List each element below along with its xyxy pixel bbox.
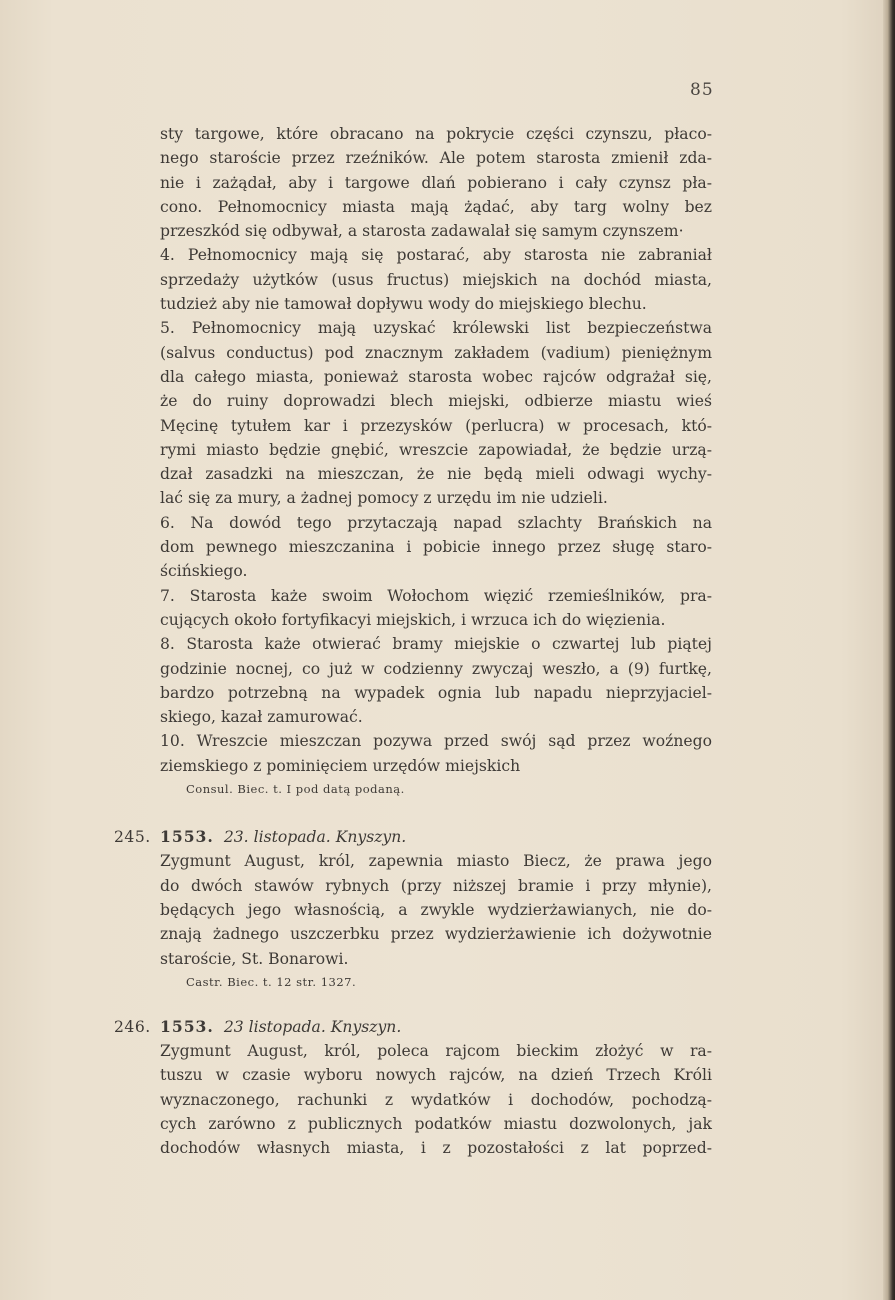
text-line: dla całego miasta, ponieważ starosta wobec rajców odgrażał się, xyxy=(160,367,712,386)
entry-heading xyxy=(160,1015,712,1039)
entry-year: 1553. xyxy=(160,827,214,847)
text-line: Zygmunt August, król, zapewnia miasto Biecz, że prawa jego xyxy=(160,852,712,871)
text-line: 5. Pełnomocnicy mają uzyskać królewski list bezpieczeństwa xyxy=(160,319,712,338)
text-line: znają żadnego uszczerbku przez wydzierżawienie ich dożywotnie xyxy=(160,925,712,944)
entry-number: 245. xyxy=(114,828,151,847)
text-line: (salvus conductus) pod znacznym zakładem (vadium) pieniężnym xyxy=(160,343,712,362)
text-line: nego staroście przez rzeźników. Ale potem starosta zmienił zda- xyxy=(160,149,712,168)
text-line: rymi miasto będzie gnębić, wreszcie zapowiadał, że będzie urzą- xyxy=(160,440,712,459)
text-line: będących jego własnością, a zwykle wydzierżawianych, nie do- xyxy=(160,900,712,919)
page-body xyxy=(114,122,712,1161)
entry-text xyxy=(160,849,712,970)
text-line: bardzo potrzebną na wypadek ognia lub napadu nieprzyjaciel- xyxy=(160,683,712,702)
text-line: sty targowe, które obracano na pokrycie części czynszu, płaco- xyxy=(160,125,712,143)
entry-246 xyxy=(114,1015,712,1161)
page-number: 85 xyxy=(690,80,714,100)
text-line: sprzedaży użytków (usus fructus) miejskich na dochód miasta, xyxy=(160,270,712,289)
text-line: 7. Starosta każe swoim Wołochom więzić rzemieślników, pra- xyxy=(160,586,712,605)
continuation-text xyxy=(160,122,712,778)
text-line: tudzież aby nie tamował dopływu wody do miejskiego blechu. xyxy=(160,295,647,314)
text-line: do dwóch stawów rybnych (przy niższej bramie i przy młynie), xyxy=(160,876,712,895)
entry-year: 1553. xyxy=(160,1016,214,1036)
text-line: 8. Starosta każe otwierać bramy miejskie o czwartej lub piątej xyxy=(160,635,712,654)
text-line: dochodów własnych miasta, i z pozostałości z lat poprzed- xyxy=(160,1139,712,1158)
entry-text xyxy=(160,1039,712,1160)
entry-245 xyxy=(114,825,712,993)
text-line: Zygmunt August, król, poleca rajcom bieckim złożyć w ra- xyxy=(160,1042,712,1061)
text-line: cujących około fortyfikacyi miejskich, i wrzuca ich do więzienia. xyxy=(160,610,666,629)
text-line: 4. Pełnomocnicy mają się postarać, aby starosta nie zabraniał xyxy=(160,246,712,265)
text-line: cych zarówno z publicznych podatków miastu dozwolonych, jak xyxy=(160,1114,712,1133)
book-spine-shadow xyxy=(883,0,895,1300)
text-line: 10. Wreszcie mieszczan pozywa przed swój sąd przez woźnego xyxy=(160,732,712,751)
text-line: że do ruiny doprowadzi blech miejski, odbierze miastu wieś xyxy=(160,392,712,411)
text-line: lać się za mury, a żadnej pomocy z urzędu im nie udzieli. xyxy=(160,489,608,508)
text-line: ścińskiego. xyxy=(160,562,248,581)
text-line: dom pewnego mieszczanina i pobicie innego przez sługę staro- xyxy=(160,538,712,557)
text-line: staroście, St. Bonarowi. xyxy=(160,949,349,968)
text-line: dzał zasadzki na mieszczan, że nie będą mieli odwagi wychy- xyxy=(160,465,712,484)
text-line: Męcinę tytułem kar i przezysków (perlucra) w procesach, któ- xyxy=(160,416,712,435)
source-citation: Castr. Biec. t. 12 str. 1327. xyxy=(186,974,357,989)
text-line: cono. Pełnomocnicy miasta mają żądać, aby targ wolny bez xyxy=(160,197,712,216)
text-line: wyznaczonego, rachunki z wydatków i dochodów, pochodzą- xyxy=(160,1090,712,1109)
entry-date-place: 23 listopada. Knyszyn. xyxy=(223,1017,402,1036)
entry-date-place: 23. listopada. Knyszyn. xyxy=(223,828,407,847)
text-line: 6. Na dowód tego przytaczają napad szlachty Brańskich na xyxy=(160,513,712,532)
text-line: ziemskiego z pominięciem urzędów miejskich xyxy=(160,756,521,775)
text-line: skiego, kazał zamurować. xyxy=(160,708,363,727)
text-line: nie i zażądał, aby i targowe dlań pobierano i cały czynsz pła- xyxy=(160,173,712,192)
entry-number: 246. xyxy=(114,1017,151,1036)
text-line: przeszkód się odbywał, a starosta zadawalał się samym czynszem· xyxy=(160,222,684,241)
text-line: tuszu w czasie wyboru nowych rajców, na dzień Trzech Króli xyxy=(160,1066,712,1085)
source-citation: Consul. Biec. t. I pod datą podaną. xyxy=(186,782,405,797)
entry-heading xyxy=(160,825,712,849)
text-line: godzinie nocnej, co już w codzienny zwyczaj weszło, a (9) furtkę, xyxy=(160,659,712,678)
